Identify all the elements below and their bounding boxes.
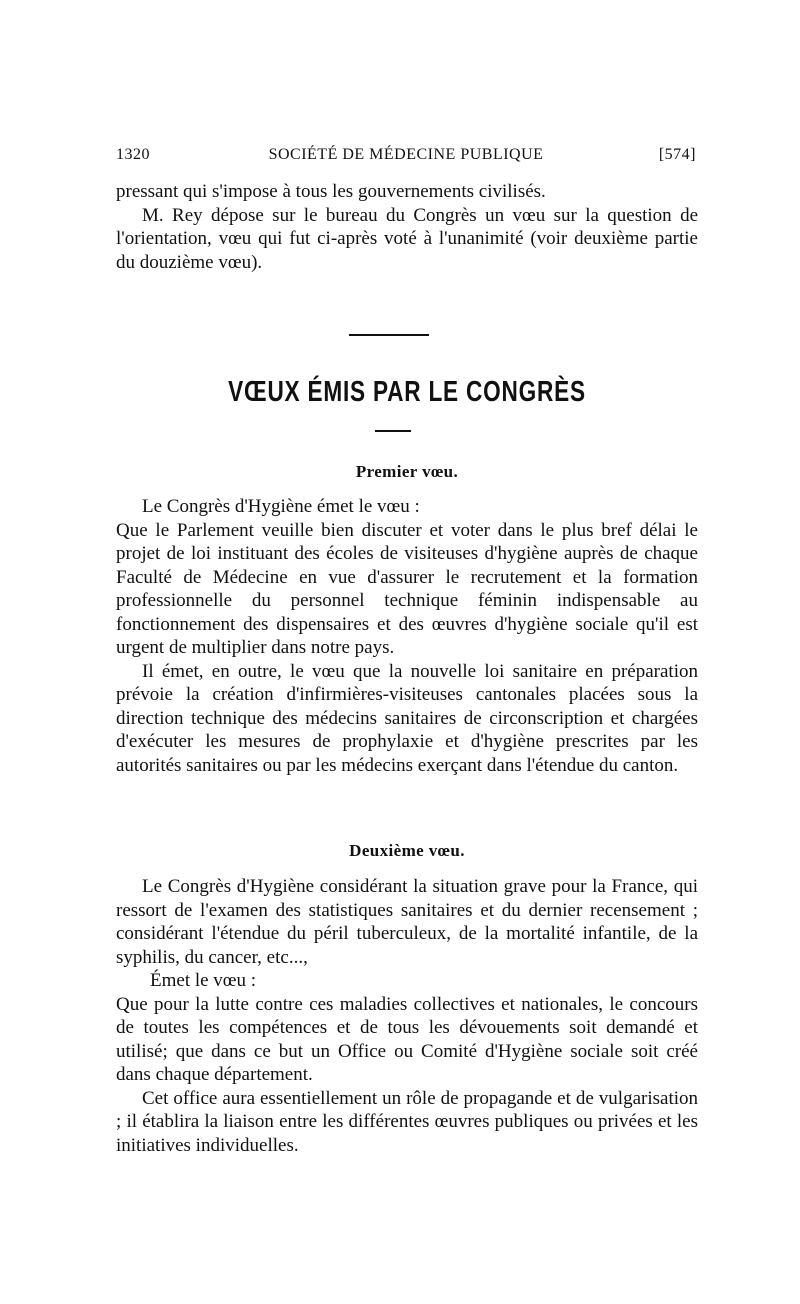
voeu-1-paragraph: Il émet, en outre, le vœu que la nouvelle loi sanitaire en préparation prévoie la création d'infirmières-visiteuses cantonales placées sous la direction technique des médecins sanitaires de circonscription et chargées d'exécuter les mesures de prophylaxie et d'hygiène prescrites par les autorités sanitaires ou par les médecins exerçant dans l'étendue du canton. <box>116 660 698 776</box>
voeu-1-opening: Le Congrès d'Hygiène émet le vœu : <box>142 496 420 517</box>
intro-text <box>116 180 698 274</box>
separator-rule <box>375 430 411 432</box>
voeu-2-title: Deuxième vœu. <box>349 841 465 860</box>
voeu-2-paragraph: Le Congrès d'Hygiène considérant la situation grave pour la France, qui ressort de l'examen des statistiques sanitaires et du dernier recensement ; considérant l'étendue du péril tuberculeux, de la mortalité infantile, de la syphilis, du cancer, etc..., <box>116 876 698 968</box>
voeu-2-emet: Émet le vœu : <box>150 970 257 991</box>
voeu-2-paragraph: Cet office aura essentiellement un rôle de propagande et de vulgarisation ; il établira la liaison entre les différentes œuvres publiques ou privées et les initiatives individuelles. <box>116 1087 698 1156</box>
voeu-1-title: Premier vœu. <box>355 462 459 481</box>
separator-rule <box>349 334 429 336</box>
running-header <box>116 146 696 170</box>
voeu-2-text <box>116 875 698 1157</box>
intro-paragraph: pressant qui s'impose à tous les gouvernements civilisés. <box>116 181 546 202</box>
running-title: SOCIÉTÉ DE MÉDECINE PUBLIQUE <box>268 146 544 163</box>
intro-paragraph: M. Rey dépose sur le bureau du Congrès un vœu sur la question de l'orientation, vœu qui fut ci-après voté à l'unanimité (voir deuxième partie du douzième vœu). <box>116 204 698 273</box>
voeu-1-paragraph: Que le Parlement veuille bien discuter et voter dans le plus bref délai le projet de loi instituant des écoles de visiteuses d'hygiène auprès de chaque Faculté de Médecine en vue d'assurer le recrutement et la formation professionnelle du personnel technique féminin indispensable au fonctionnement des dispensaires et des œuvres d'hygiène sociale qu'il est urgent de multiplier dans notre pays. <box>116 519 698 658</box>
voeu-1-text <box>116 495 698 777</box>
voeu-2-paragraph: Que pour la lutte contre ces maladies collectives et nationales, le concours de toutes les compétences et de tous les dévouements soit demandé et utilisé; que dans ce but un Office ou Comité d'Hygiène sociale soit créé dans chaque département. <box>116 993 698 1085</box>
page-number: 1320 <box>116 146 150 163</box>
main-heading: VŒUX ÉMIS PAR LE CONGRÈS <box>228 376 586 408</box>
section-marker: [574] <box>658 146 696 163</box>
